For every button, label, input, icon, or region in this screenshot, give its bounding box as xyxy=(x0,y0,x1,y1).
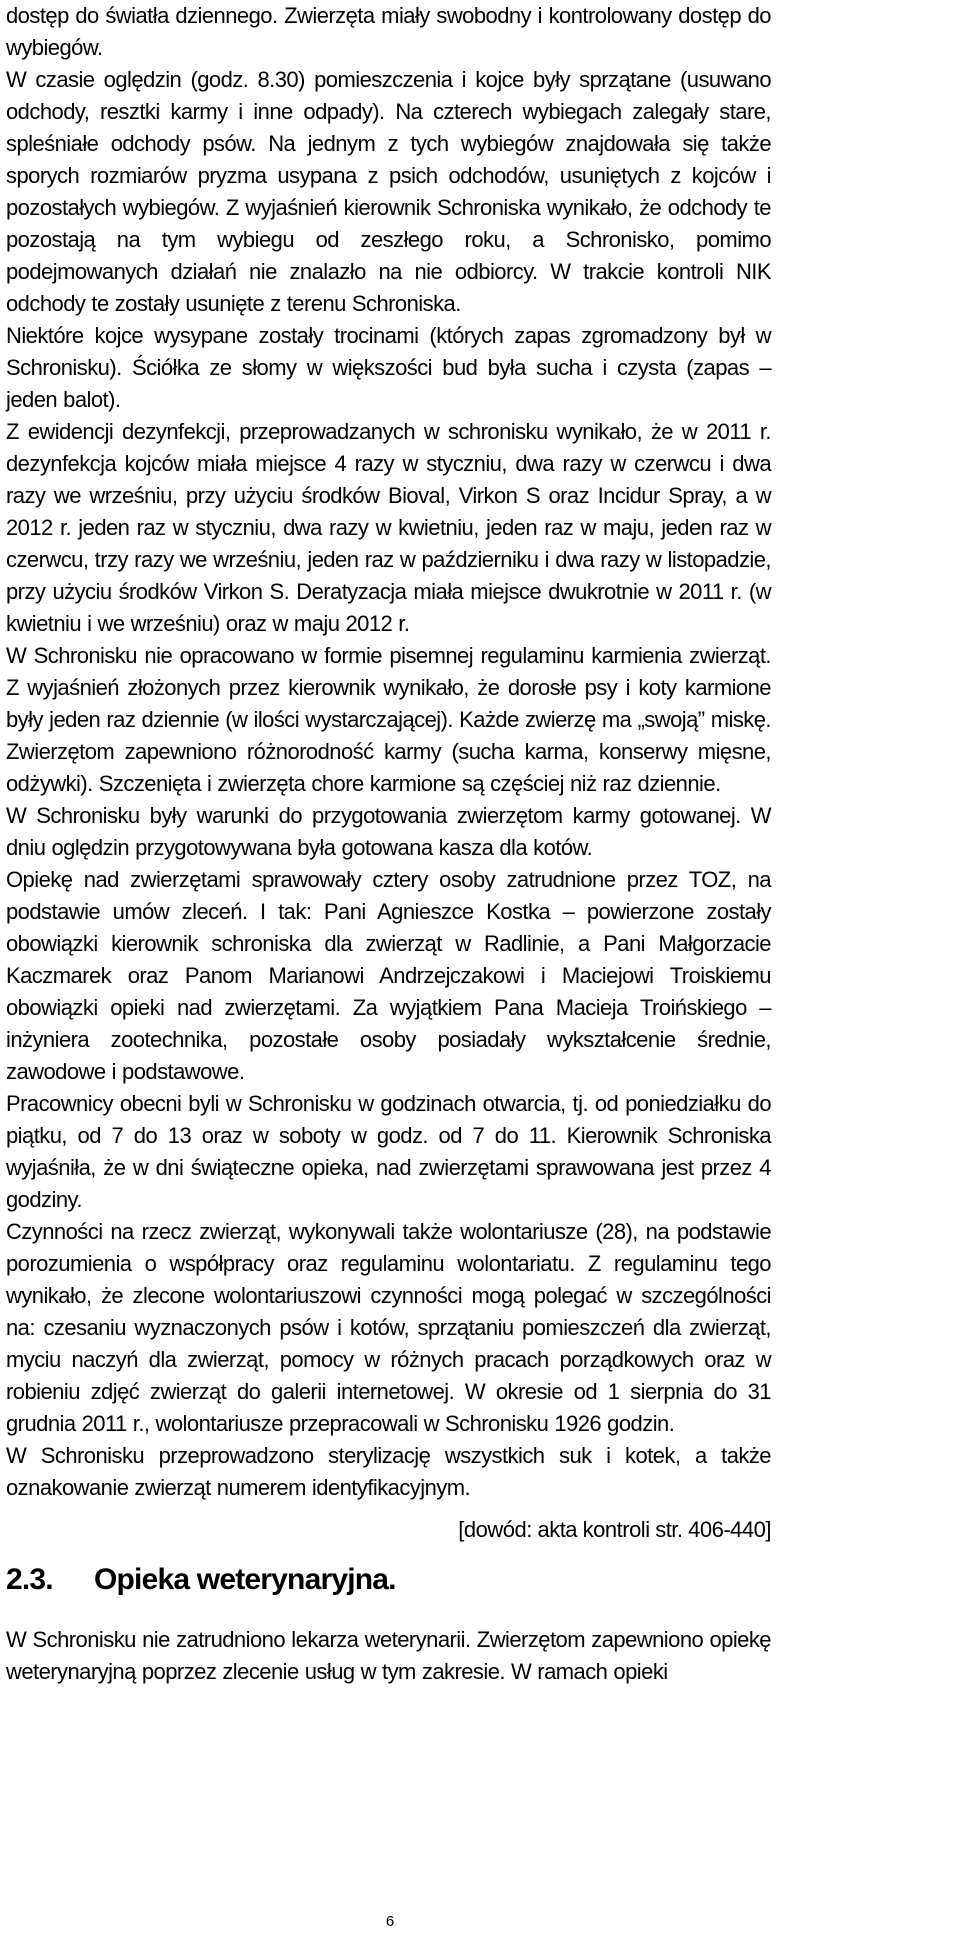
paragraph-bedding: Niektóre kojce wysypane zostały trocinami (których zapas zgromadzony był w Schronisku). Ściółka ze słomy w większości bud była sucha i czysta (zapas – jeden balot). xyxy=(6,323,771,412)
paragraph-working-hours: Pracownicy obecni byli w Schronisku w godzinach otwarcia, tj. od poniedziałku do piątku, od 7 do 13 oraz w soboty w godz. od 7 do 11. Kierownik Schroniska wyjaśniła, że w dni świąteczne opieka, nad zwierzętami sprawowana jest przez 4 godziny. xyxy=(6,1091,771,1212)
page-content xyxy=(6,0,771,1688)
paragraph-staff: Opiekę nad zwierzętami sprawowały cztery osoby zatrudnione przez TOZ, na podstawie umów zleceń. I tak: Pani Agnieszce Kostka – powierzone zostały obowiązki kierownik schroniska dla zwierząt w Radlinie, a Pani Małgorzacie Kaczmarek oraz Panom Marianowi Andrzejczakowi i Maciejowi Troiskiemu obowiązki opieki nad zwierzętami. Za wyjątkiem Pana Macieja Troińskiego – inżyniera zootechnika, pozostałe osoby posiadały wykształcenie średnie, zawodowe i podstawowe. xyxy=(6,867,771,1084)
section-title: Opieka weterynaryjna. xyxy=(94,1563,396,1596)
paragraph-inspection-cleaning: W czasie oględzin (godz. 8.30) pomieszczenia i kojce były sprzątane (usuwano odchody, resztki karmy i inne odpady). Na czterech wybiegach zalegały stare, spleśniałe odchody psów. Na jednym z tych wybiegów znajdowała się także sporych rozmiarów pryzma usypana z psich odchodów, usuniętych z kojców i pozostałych wybiegów. Z wyjaśnień kierownik Schroniska wynikało, że odchody te pozostają na tym wybiegu od zeszłego roku, a Schronisko, pomimo podejmowanych działań nie znalazło na nie odbiorcy. W trakcie kontroli NIK odchody te zostały usunięte z terenu Schroniska. xyxy=(6,67,771,316)
evidence-reference: [dowód: akta kontroli str. 406-440] xyxy=(458,1517,771,1542)
paragraph-disinfection: Z ewidencji dezynfekcji, przeprowadzanych w schronisku wynikało, że w 2011 r. dezynfekcja kojców miała miejsce 4 razy w styczniu, dwa razy w czerwcu i dwa razy we wrześniu, przy użyciu środków Bioval, Virkon S oraz Incidur Spray, a w 2012 r. jeden raz w styczniu, dwa razy w kwietniu, jeden raz w maju, jeden raz w czerwcu, trzy razy we wrześniu, jeden raz w październiku i dwa razy w listopadzie, przy użyciu środków Virkon S. Deratyzacja miała miejsce dwukrotnie w 2011 r. (w kwietniu i we wrześniu) oraz w maju 2012 r. xyxy=(6,419,771,636)
section-heading xyxy=(6,1560,771,1600)
paragraph-veterinary-care: W Schronisku nie zatrudniono lekarza weterynarii. Zwierzętom zapewniono opiekę weterynaryjną poprzez zlecenie usług w tym zakresie. W ramach opieki xyxy=(6,1627,771,1684)
paragraph-cooked-food: W Schronisku były warunki do przygotowania zwierzętom karmy gotowanej. W dniu oględzin przygotowywana była gotowana kasza dla kotów. xyxy=(6,803,771,860)
paragraph-sterilization: W Schronisku przeprowadzono sterylizację wszystkich suk i kotek, a także oznakowanie zwierząt numerem identyfikacyjnym. xyxy=(6,1443,771,1500)
section-number: 2.3. xyxy=(6,1563,53,1596)
page-number: 6 xyxy=(385,1913,395,1930)
paragraph-volunteers: Czynności na rzecz zwierząt, wykonywali także wolontariusze (28), na podstawie porozumienia o współpracy oraz regulaminu wolontariatu. Z regulaminu tego wynikało, że zlecone wolontariuszowi czynności mogą polegać w szczególności na: czesaniu wyznaczonych psów i kotów, sprzątaniu pomieszczeń dla zwierząt, myciu naczyń dla zwierząt, pomocy w różnych pracach porządkowych oraz w robieniu zdjęć zwierząt do galerii internetowej. W okresie od 1 sierpnia do 31 grudnia 2011 r., wolontariusze przepracowali w Schronisku 1926 godzin. xyxy=(6,1219,771,1436)
paragraph-daylight-access: dostęp do światła dziennego. Zwierzęta miały swobodny i kontrolowany dostęp do wybiegów. xyxy=(6,3,771,60)
paragraph-feeding: W Schronisku nie opracowano w formie pisemnej regulaminu karmienia zwierząt. Z wyjaśnień złożonych przez kierownik wynikało, że dorosłe psy i koty karmione były jeden raz dziennie (w ilości wystarczającej). Każde zwierzę ma „swoją” miskę. Zwierzętom zapewniono różnorodność karmy (sucha karma, konserwy mięsne, odżywki). Szczenięta i zwierzęta chore karmione są częściej niż raz dziennie. xyxy=(6,643,771,796)
